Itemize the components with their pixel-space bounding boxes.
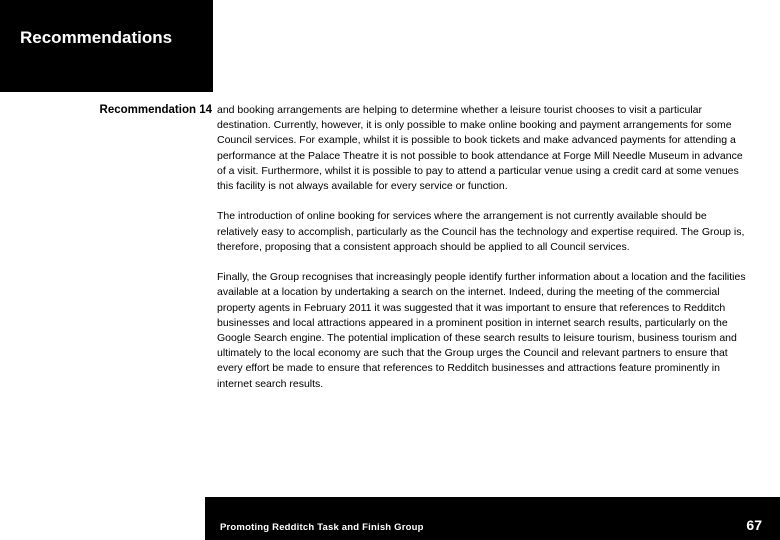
slide-footer-banner	[205, 497, 780, 540]
page-number: 67	[746, 517, 762, 533]
page-title: Recommendations	[20, 28, 173, 47]
recommendation-body	[217, 103, 751, 392]
body-paragraph-3: Finally, the Group recognises that increasingly people identify further information about a location and the facilities available at a location by undertaking a search on the internet. Indeed, during the meeting of the commercial property agents in February 2011 it was suggested that it was important to ensure that references to Redditch businesses and local attractions appeared in a prominent position in internet search results, particularly on the Google Search engine. The potential implication of these search results to leisure tourism, business tourism and ultimately to the local economy are such that the Group urges the Council and relevant partners to ensure that every effort be made to ensure that references to Redditch businesses and attractions feature prominently in internet search results.	[217, 271, 746, 390]
slide-header-banner	[0, 0, 213, 92]
body-paragraph-1: and booking arrangements are helping to determine whether a leisure tourist chooses to visit a particular destination. Currently, however, it is only possible to make online booking and payment arrangements for some Council services. For example, whilst it is possible to book tickets and make advanced payments for attending a performance at the Palace Theatre it is not possible to book attendance at Forge Mill Needle Museum in advance of a visit. Furthermore, whilst it is possible to pay to attend a particular venue using a credit card at some venues this facility is not always available for every service or function.	[217, 104, 743, 193]
recommendation-label: Recommendation 14	[99, 104, 212, 116]
body-paragraph-2: The introduction of online booking for services where the arrangement is not currently available should be relatively easy to accomplish, particularly as the Council has the technology and expertise required. The Group is, therefore, proposing that a consistent approach should be applied to all Council services.	[217, 210, 745, 253]
footer-label: Promoting Redditch Task and Finish Group	[220, 522, 424, 533]
